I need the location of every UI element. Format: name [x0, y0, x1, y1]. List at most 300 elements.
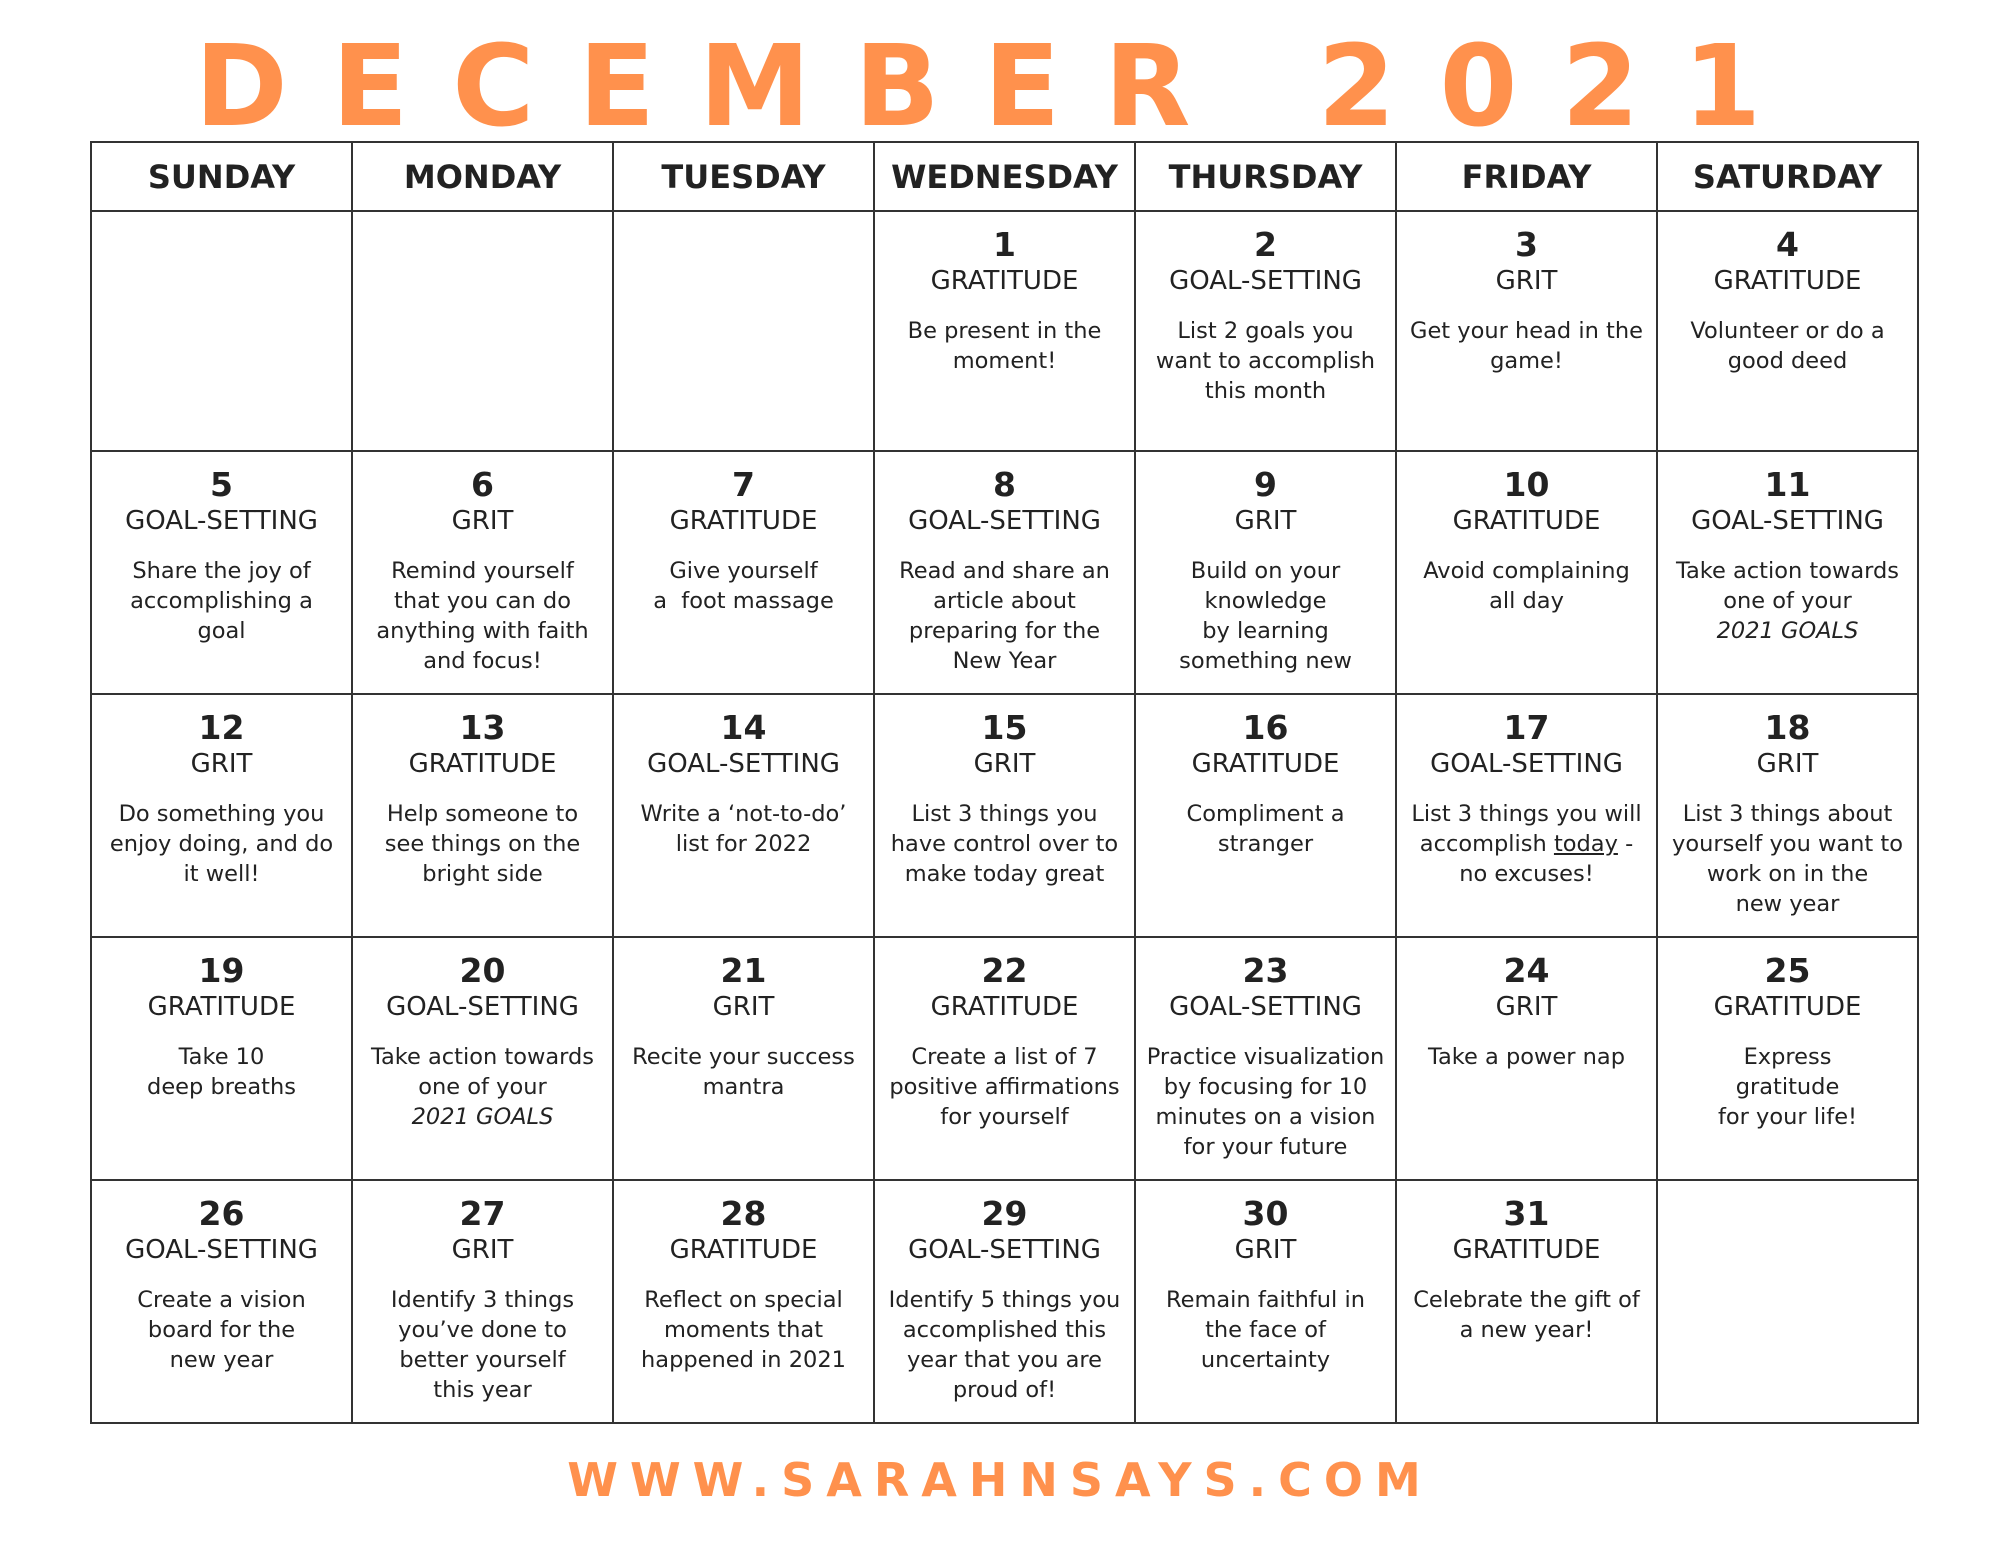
task-text: all day: [1489, 588, 1564, 614]
task-text: Identify 3 things: [390, 1287, 575, 1313]
task-line: [1407, 799, 1646, 829]
task-text: new year: [169, 1347, 274, 1373]
weekday-header-sunday: SUNDAY: [91, 142, 352, 211]
task-line: [363, 1375, 602, 1405]
task-text: Take action towards: [370, 1044, 595, 1070]
day-task: [1136, 1042, 1395, 1162]
task-line: [1146, 799, 1385, 829]
task-line: [1407, 316, 1646, 346]
task-text: Volunteer or do a: [1690, 318, 1885, 344]
task-text: accomplish: [1419, 831, 1554, 857]
day-theme: GOAL-SETTING: [647, 749, 840, 779]
calendar-week-row: [91, 451, 1918, 694]
task-line: [1146, 556, 1385, 586]
task-line: [363, 799, 602, 829]
task-text: the face of: [1205, 1317, 1326, 1343]
day-cell: [1396, 1180, 1657, 1423]
task-text: Build on your: [1190, 558, 1341, 584]
day-number: 1: [993, 225, 1016, 264]
task-text: moments that: [663, 1317, 824, 1343]
day-theme: GOAL-SETTING: [908, 506, 1101, 536]
day-task: [1658, 316, 1917, 376]
weekday-header-wednesday: WEDNESDAY: [874, 142, 1135, 211]
task-text: goal: [197, 618, 246, 644]
task-line: [1146, 1285, 1385, 1315]
task-text: moment!: [952, 348, 1057, 374]
task-text: positive affirmations: [889, 1074, 1120, 1100]
task-text: List 3 things you: [911, 801, 1098, 827]
day-theme: GRATITUDE: [930, 266, 1079, 296]
task-text: proud of!: [952, 1377, 1057, 1403]
task-text: 2021 GOALS: [1716, 618, 1859, 644]
task-text: list for 2022: [675, 831, 812, 857]
task-text: List 2 goals you: [1177, 318, 1354, 344]
day-theme: GRIT: [1234, 1235, 1297, 1265]
task-line: [885, 1345, 1124, 1375]
task-line: [1146, 1345, 1385, 1375]
day-task: [1136, 316, 1395, 406]
task-text: Express: [1743, 1044, 1832, 1070]
day-task: [1397, 799, 1656, 889]
day-cell: [91, 451, 352, 694]
day-theme: GRIT: [1495, 992, 1558, 1022]
task-line: [1146, 1072, 1385, 1102]
task-line: [1668, 1042, 1907, 1072]
task-text: year that you are: [906, 1347, 1103, 1373]
day-number: 5: [210, 465, 233, 504]
task-text: have control over to: [890, 831, 1119, 857]
day-theme: GRATITUDE: [669, 506, 818, 536]
task-line: [1668, 829, 1907, 859]
task-line: [624, 799, 863, 829]
task-line: [363, 1102, 602, 1132]
task-line: [1407, 1042, 1646, 1072]
task-line: [885, 316, 1124, 346]
task-text: by focusing for 10: [1163, 1074, 1368, 1100]
day-cell: [352, 694, 613, 937]
day-cell: [1135, 1180, 1396, 1423]
day-number: 2: [1254, 225, 1277, 264]
day-number: 10: [1503, 465, 1550, 504]
task-line: [1668, 1102, 1907, 1132]
task-line: [624, 1345, 863, 1375]
day-number: 24: [1503, 951, 1550, 990]
task-line: [102, 1345, 341, 1375]
day-number: 3: [1515, 225, 1538, 264]
task-text: accomplishing a: [130, 588, 313, 614]
empty-day-cell: [1657, 1180, 1918, 1423]
task-text-suffix: -: [1617, 831, 1634, 857]
day-number: 13: [459, 708, 506, 747]
task-line: [1407, 556, 1646, 586]
day-theme: GOAL-SETTING: [125, 1235, 318, 1265]
task-line: [363, 1042, 602, 1072]
task-line: [885, 1375, 1124, 1405]
task-line: [363, 1072, 602, 1102]
task-line: [1146, 1132, 1385, 1162]
task-line: [1407, 586, 1646, 616]
day-number: 27: [459, 1194, 506, 1233]
day-number: 29: [981, 1194, 1028, 1233]
task-text: knowledge: [1204, 588, 1327, 614]
day-cell: [1657, 694, 1918, 937]
day-cell: [352, 451, 613, 694]
task-text: happened in 2021: [641, 1347, 846, 1373]
day-task: [614, 799, 873, 859]
day-theme: GOAL-SETTING: [1430, 749, 1623, 779]
task-line: [1146, 829, 1385, 859]
task-text: no excuses!: [1459, 861, 1594, 887]
task-text: this month: [1204, 378, 1327, 404]
task-line: [1668, 859, 1907, 889]
day-task: [614, 1042, 873, 1102]
task-text: mantra: [702, 1074, 785, 1100]
task-line: [1668, 889, 1907, 919]
task-line: [363, 616, 602, 646]
task-text: bright side: [422, 861, 543, 887]
day-number: 22: [981, 951, 1028, 990]
task-text: good deed: [1727, 348, 1848, 374]
task-text: board for the: [147, 1317, 296, 1343]
day-task: [614, 556, 873, 616]
task-text: preparing for the: [908, 618, 1101, 644]
task-text: Help someone to: [386, 801, 579, 827]
task-text: want to accomplish: [1155, 348, 1376, 374]
day-cell: [91, 694, 352, 937]
task-line: [102, 556, 341, 586]
task-line: [885, 1102, 1124, 1132]
calendar-week-row: [91, 211, 1918, 451]
day-number: 4: [1776, 225, 1799, 264]
day-cell: [1396, 451, 1657, 694]
day-number: 7: [732, 465, 755, 504]
day-task: [1136, 1285, 1395, 1375]
calendar-title: DECEMBER 2021: [194, 22, 1806, 152]
task-line: [885, 1072, 1124, 1102]
day-task: [875, 556, 1134, 676]
weekday-header-saturday: SATURDAY: [1657, 142, 1918, 211]
task-text: deep breaths: [147, 1074, 296, 1100]
task-text: New Year: [952, 648, 1057, 674]
task-line: [363, 586, 602, 616]
task-line: [885, 1285, 1124, 1315]
day-theme: GRATITUDE: [1713, 992, 1862, 1022]
day-number: 31: [1503, 1194, 1550, 1233]
task-text: enjoy doing, and do: [109, 831, 334, 857]
day-theme: GRATITUDE: [669, 1235, 818, 1265]
task-line: [363, 556, 602, 586]
day-cell: [874, 451, 1135, 694]
task-text: Celebrate the gift of: [1413, 1287, 1640, 1313]
day-task: [92, 556, 351, 646]
task-line: [102, 1072, 341, 1102]
task-line: [885, 799, 1124, 829]
day-cell: [1396, 937, 1657, 1180]
task-text: Be present in the: [907, 318, 1102, 344]
day-theme: GRIT: [451, 1235, 514, 1265]
task-text: Recite your success: [632, 1044, 855, 1070]
day-task: [353, 556, 612, 676]
task-text: gratitude: [1735, 1074, 1840, 1100]
task-text: Reflect on special: [644, 1287, 843, 1313]
empty-day-cell: [352, 211, 613, 451]
task-text: Take a power nap: [1428, 1044, 1625, 1070]
day-task: [1397, 556, 1656, 616]
day-number: 8: [993, 465, 1016, 504]
task-text: Take action towards: [1675, 558, 1900, 584]
task-line: [1668, 586, 1907, 616]
task-text: it well!: [183, 861, 260, 887]
website-footer: WWW.SARAHNSAYS.COM: [567, 1453, 1433, 1507]
task-text: a foot massage: [653, 588, 834, 614]
task-line: [1146, 646, 1385, 676]
day-theme: GRIT: [1234, 506, 1297, 536]
task-line: [102, 586, 341, 616]
day-number: 23: [1242, 951, 1289, 990]
day-theme: GRATITUDE: [1191, 749, 1340, 779]
day-number: 17: [1503, 708, 1550, 747]
day-number: 15: [981, 708, 1028, 747]
task-line: [624, 556, 863, 586]
day-cell: [1135, 937, 1396, 1180]
task-line: [885, 1315, 1124, 1345]
day-task: [1658, 799, 1917, 919]
task-line: [102, 829, 341, 859]
task-line: [1146, 376, 1385, 406]
day-task: [353, 799, 612, 889]
task-text: Take 10: [178, 1044, 265, 1070]
task-line: [1146, 616, 1385, 646]
day-cell: [1396, 211, 1657, 451]
day-cell: [1657, 451, 1918, 694]
weekday-header-row: [91, 142, 1918, 211]
task-line: [885, 646, 1124, 676]
task-line: [1668, 316, 1907, 346]
task-line: [1407, 1285, 1646, 1315]
day-task: [353, 1042, 612, 1132]
day-cell: [613, 937, 874, 1180]
day-cell: [91, 1180, 352, 1423]
day-theme: GOAL-SETTING: [125, 506, 318, 536]
day-task: [875, 1285, 1134, 1405]
task-text: Identify 5 things you: [888, 1287, 1121, 1313]
task-line: [885, 346, 1124, 376]
day-cell: [874, 937, 1135, 1180]
day-cell: [1396, 694, 1657, 937]
task-text: this year: [433, 1377, 532, 1403]
task-line: [624, 1315, 863, 1345]
day-task: [92, 1042, 351, 1102]
day-number: 9: [1254, 465, 1277, 504]
day-cell: [874, 211, 1135, 451]
task-line: [1668, 556, 1907, 586]
day-number: 26: [198, 1194, 245, 1233]
task-line: [363, 829, 602, 859]
day-number: 19: [198, 951, 245, 990]
empty-day-cell: [613, 211, 874, 451]
task-line: [363, 1315, 602, 1345]
task-text: one of your: [418, 1074, 547, 1100]
day-cell: [1135, 451, 1396, 694]
task-text: see things on the: [384, 831, 581, 857]
day-task: [1397, 1042, 1656, 1072]
task-line: [624, 586, 863, 616]
task-text: and focus!: [423, 648, 542, 674]
task-line: [363, 1285, 602, 1315]
task-text: one of your: [1723, 588, 1852, 614]
task-text: Remain faithful in: [1166, 1287, 1365, 1313]
day-theme: GRATITUDE: [1452, 1235, 1601, 1265]
task-line: [1407, 859, 1646, 889]
task-text: a new year!: [1459, 1317, 1594, 1343]
task-line: [885, 1042, 1124, 1072]
day-cell: [1135, 211, 1396, 451]
task-text: new year: [1735, 891, 1840, 917]
task-line: [1146, 586, 1385, 616]
day-number: 18: [1764, 708, 1811, 747]
calendar-week-row: [91, 694, 1918, 937]
task-text: Give yourself: [669, 558, 818, 584]
task-line: [363, 859, 602, 889]
calendar-week-row: [91, 1180, 1918, 1423]
task-text: yourself you want to: [1672, 831, 1903, 857]
day-theme: GRIT: [1495, 266, 1558, 296]
day-theme: GOAL-SETTING: [386, 992, 579, 1022]
task-text: Avoid complaining: [1423, 558, 1630, 584]
task-text: uncertainty: [1200, 1347, 1331, 1373]
day-task: [92, 799, 351, 889]
day-theme: GRATITUDE: [930, 992, 1079, 1022]
task-line: [885, 586, 1124, 616]
day-task: [614, 1285, 873, 1375]
day-cell: [1657, 211, 1918, 451]
task-line: [102, 799, 341, 829]
day-theme: GRIT: [712, 992, 775, 1022]
day-number: 14: [720, 708, 767, 747]
task-text: Practice visualization: [1146, 1044, 1385, 1070]
day-cell: [613, 1180, 874, 1423]
task-line: [885, 829, 1124, 859]
task-line: [363, 646, 602, 676]
task-text: something new: [1179, 648, 1352, 674]
task-line: [624, 1042, 863, 1072]
task-line: [1146, 316, 1385, 346]
task-line: [1146, 1315, 1385, 1345]
task-text: anything with faith: [376, 618, 589, 644]
day-number: 28: [720, 1194, 767, 1233]
day-theme: GRIT: [973, 749, 1036, 779]
day-cell: [874, 694, 1135, 937]
task-text: Share the joy of: [132, 558, 311, 584]
task-text: for your future: [1183, 1134, 1348, 1160]
day-number: 16: [1242, 708, 1289, 747]
task-text: minutes on a vision: [1155, 1104, 1376, 1130]
day-number: 30: [1242, 1194, 1289, 1233]
task-line: [1668, 1072, 1907, 1102]
task-text: you’ve done to: [398, 1317, 567, 1343]
task-line: [624, 829, 863, 859]
empty-day-cell: [91, 211, 352, 451]
day-theme: GRIT: [451, 506, 514, 536]
day-task: [1136, 556, 1395, 676]
task-text: Write a ‘not-to-do’: [640, 801, 847, 827]
task-text: Do something you: [118, 801, 325, 827]
day-number: 25: [1764, 951, 1811, 990]
day-task: [875, 316, 1134, 376]
task-line: [624, 1072, 863, 1102]
day-number: 6: [471, 465, 494, 504]
task-text: List 3 things you will: [1411, 801, 1642, 827]
day-number: 11: [1764, 465, 1811, 504]
day-task: [1658, 556, 1917, 646]
task-line: [1668, 616, 1907, 646]
task-line: [1407, 346, 1646, 376]
day-cell: [91, 937, 352, 1180]
day-theme: GRIT: [190, 749, 253, 779]
task-text: make today great: [904, 861, 1105, 887]
task-text: Remind yourself: [391, 558, 574, 584]
day-theme: GOAL-SETTING: [1169, 992, 1362, 1022]
task-text: for yourself: [940, 1104, 1069, 1130]
task-text: game!: [1490, 348, 1563, 374]
weekday-header-monday: MONDAY: [352, 142, 613, 211]
day-task: [1136, 799, 1395, 859]
day-cell: [874, 1180, 1135, 1423]
weekday-header-friday: FRIDAY: [1396, 142, 1657, 211]
task-text: Get your head in the: [1410, 318, 1643, 344]
day-task: [353, 1285, 612, 1405]
task-line: [1407, 1315, 1646, 1345]
task-text: for your life!: [1717, 1104, 1858, 1130]
task-line: [102, 859, 341, 889]
task-text: Read and share an: [899, 558, 1110, 584]
day-task: [1397, 1285, 1656, 1345]
day-task: [1397, 316, 1656, 376]
task-line: [102, 1042, 341, 1072]
task-line: [1407, 829, 1646, 859]
task-line: [1668, 799, 1907, 829]
task-text: stranger: [1217, 831, 1314, 857]
day-cell: [613, 451, 874, 694]
day-task: [875, 1042, 1134, 1132]
task-line: [885, 556, 1124, 586]
day-cell: [1135, 694, 1396, 937]
day-theme: GRATITUDE: [1452, 506, 1601, 536]
task-line: [885, 616, 1124, 646]
task-line: [1668, 346, 1907, 376]
day-theme: GOAL-SETTING: [1691, 506, 1884, 536]
task-line: [1146, 346, 1385, 376]
task-line: [102, 616, 341, 646]
day-task: [1658, 1042, 1917, 1132]
calendar-week-row: [91, 937, 1918, 1180]
day-task: [875, 799, 1134, 889]
task-line: [624, 1285, 863, 1315]
task-text: Create a list of 7: [911, 1044, 1098, 1070]
day-number: 20: [459, 951, 506, 990]
weekday-header-thursday: THURSDAY: [1135, 142, 1396, 211]
task-text: better yourself: [399, 1347, 566, 1373]
calendar-grid: [90, 141, 1919, 1424]
day-cell: [613, 694, 874, 937]
task-text-underlined: today: [1553, 831, 1618, 857]
calendar-body: [91, 211, 1918, 1423]
day-theme: GRATITUDE: [1713, 266, 1862, 296]
day-cell: [352, 937, 613, 1180]
task-text: that you can do: [394, 588, 571, 614]
task-line: [1146, 1102, 1385, 1132]
task-line: [1146, 1042, 1385, 1072]
